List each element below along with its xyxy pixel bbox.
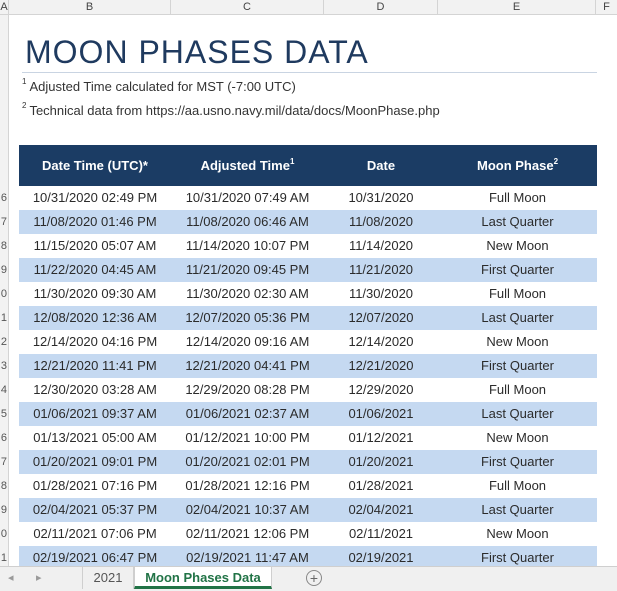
sheet-tab-label: 2021 — [93, 570, 123, 585]
cell-utc[interactable]: 11/22/2020 04:45 AM — [33, 262, 157, 277]
header-label: Date — [366, 158, 396, 173]
table-row — [19, 210, 597, 234]
cell-adjusted[interactable]: 11/14/2020 10:07 PM — [185, 238, 310, 253]
footnote-text: Technical data from https://aa.usno.navy.mil/data/docs/MoonPhase.php — [29, 103, 440, 118]
cell-utc[interactable]: 01/06/2021 09:37 AM — [33, 406, 157, 421]
cell-adjusted[interactable]: 02/11/2021 12:06 PM — [185, 526, 310, 541]
cell-adjusted[interactable]: 12/29/2020 08:28 PM — [185, 382, 310, 397]
cell-utc[interactable]: 01/13/2021 05:00 AM — [33, 430, 157, 445]
cell-phase[interactable]: Last Quarter — [481, 406, 554, 421]
header-label: Date Time (UTC)* — [42, 158, 148, 173]
cell-utc[interactable]: 01/28/2021 07:16 PM — [32, 478, 158, 493]
column-header-bar — [0, 0, 617, 15]
sheet-tab-label: Moon Phases Data — [145, 570, 261, 585]
cell-adjusted[interactable]: 01/06/2021 02:37 AM — [185, 406, 310, 421]
sheet-tab-moon-phases-data[interactable] — [134, 567, 272, 589]
header-adjusted-time[interactable] — [171, 145, 324, 186]
table-row — [19, 450, 597, 474]
cell-date[interactable]: 12/14/2020 — [348, 334, 414, 349]
column-header-b[interactable]: B — [9, 0, 171, 14]
cell-phase[interactable]: First Quarter — [481, 358, 554, 373]
cell-adjusted[interactable]: 12/07/2020 05:36 PM — [185, 310, 310, 325]
row-number[interactable]: 2 — [0, 336, 7, 348]
cell-utc[interactable]: 10/31/2020 02:49 PM — [32, 190, 158, 205]
header-moon-phase[interactable] — [438, 145, 597, 186]
cell-utc[interactable]: 11/08/2020 01:46 PM — [33, 214, 157, 229]
column-header-d[interactable]: D — [324, 0, 438, 14]
cell-adjusted[interactable]: 12/14/2020 09:16 AM — [185, 334, 310, 349]
table-row — [19, 282, 597, 306]
cell-utc[interactable]: 02/11/2021 07:06 PM — [33, 526, 157, 541]
table-row — [19, 402, 597, 426]
cell-phase[interactable]: Last Quarter — [481, 502, 554, 517]
cell-date[interactable]: 12/29/2020 — [348, 382, 414, 397]
cell-phase[interactable]: First Quarter — [481, 550, 554, 565]
table-header — [19, 145, 597, 186]
table-row — [19, 354, 597, 378]
cell-date[interactable]: 11/14/2020 — [348, 238, 414, 253]
cell-adjusted[interactable]: 01/12/2021 10:00 PM — [185, 430, 310, 445]
table-row — [19, 522, 597, 546]
row-number[interactable]: 1 — [0, 312, 7, 324]
footnote-marker: 2 — [22, 101, 27, 110]
cell-adjusted[interactable]: 11/08/2020 06:46 AM — [186, 214, 309, 229]
cell-utc[interactable]: 02/04/2021 05:37 PM — [32, 502, 158, 517]
cell-phase[interactable]: Full Moon — [488, 382, 547, 397]
cell-adjusted[interactable]: 01/20/2021 02:01 PM — [185, 454, 310, 469]
cell-adjusted[interactable]: 12/21/2020 04:41 PM — [185, 358, 310, 373]
cell-date[interactable]: 01/28/2021 — [348, 478, 414, 493]
sheet-tab-bar — [0, 566, 617, 591]
cell-date[interactable]: 01/12/2021 — [348, 430, 414, 445]
cell-adjusted[interactable]: 11/21/2020 09:45 PM — [185, 262, 310, 277]
sheet-tab-2021[interactable] — [82, 567, 134, 589]
row-number[interactable]: 5 — [0, 408, 7, 420]
cell-phase[interactable]: Last Quarter — [481, 214, 554, 229]
cell-date[interactable]: 11/08/2020 — [348, 214, 414, 229]
footnote-2 — [22, 103, 440, 118]
header-label: Moon Phase — [476, 158, 554, 173]
row-number[interactable]: 4 — [0, 384, 7, 396]
title-divider — [22, 72, 597, 73]
table-row — [19, 234, 597, 258]
column-header-a[interactable]: A — [0, 1, 8, 13]
column-header-e[interactable]: E — [438, 0, 596, 14]
cell-phase[interactable]: Full Moon — [488, 286, 547, 301]
page-title: MOON PHASES DATA — [25, 34, 369, 70]
table-row — [19, 546, 597, 566]
cell-utc[interactable]: 01/20/2021 09:01 PM — [32, 454, 158, 469]
cell-date[interactable]: 12/21/2020 — [348, 358, 414, 373]
row-number[interactable]: 1 — [0, 552, 7, 564]
row-number[interactable]: 3 — [0, 360, 7, 372]
cell-utc[interactable]: 12/21/2020 11:41 PM — [33, 358, 157, 373]
cell-adjusted[interactable]: 02/04/2021 10:37 AM — [185, 502, 310, 517]
table-row — [19, 426, 597, 450]
cell-date[interactable]: 02/04/2021 — [348, 502, 414, 517]
header-footnote-marker: 1 — [289, 157, 295, 166]
cell-utc[interactable]: 02/19/2021 06:47 PM — [32, 550, 158, 565]
cell-date[interactable]: 11/21/2020 — [348, 262, 414, 277]
cell-phase[interactable]: First Quarter — [481, 262, 554, 277]
footnote-1 — [22, 79, 296, 94]
cell-date[interactable]: 10/31/2020 — [348, 190, 414, 205]
cell-phase[interactable]: Last Quarter — [481, 310, 554, 325]
row-number-gutter — [0, 15, 9, 566]
cell-utc[interactable]: 12/14/2020 04:16 PM — [32, 334, 158, 349]
cell-utc[interactable]: 12/08/2020 12:36 AM — [33, 310, 157, 325]
cell-date[interactable]: 11/30/2020 — [348, 286, 414, 301]
cell-date[interactable]: 02/11/2021 — [348, 526, 414, 541]
cell-phase[interactable]: New Moon — [486, 430, 549, 445]
previous-sheet-icon[interactable]: ◂ — [8, 572, 14, 584]
row-number[interactable]: 8 — [0, 240, 7, 252]
row-number[interactable]: 7 — [0, 456, 7, 468]
cell-utc[interactable]: 12/30/2020 03:28 AM — [33, 382, 157, 397]
header-footnote-marker: 2 — [553, 157, 559, 166]
column-header-f[interactable]: F — [603, 1, 610, 13]
cell-date[interactable]: 12/07/2020 — [348, 310, 414, 325]
column-header-c[interactable]: C — [171, 0, 324, 14]
row-number[interactable]: 8 — [0, 480, 7, 492]
header-date-time-utc[interactable] — [19, 145, 171, 186]
cell-phase[interactable]: Full Moon — [488, 478, 547, 493]
cell-date[interactable]: 01/20/2021 — [348, 454, 414, 469]
header-date[interactable] — [324, 145, 438, 186]
row-number[interactable]: 0 — [0, 288, 7, 300]
cell-adjusted[interactable]: 10/31/2020 07:49 AM — [185, 190, 310, 205]
cell-utc[interactable]: 11/15/2020 05:07 AM — [33, 238, 157, 253]
cell-date[interactable]: 02/19/2021 — [348, 550, 414, 565]
add-sheet-icon[interactable]: + — [306, 570, 322, 586]
cell-phase[interactable]: New Moon — [486, 238, 549, 253]
cell-phase[interactable]: First Quarter — [481, 454, 554, 469]
header-label: Adjusted Time — [200, 158, 290, 173]
table-row — [19, 258, 597, 282]
table-row — [19, 474, 597, 498]
row-number[interactable]: 6 — [0, 432, 7, 444]
table-row — [19, 330, 597, 354]
cell-utc[interactable]: 11/30/2020 09:30 AM — [33, 286, 157, 301]
cell-adjusted[interactable]: 01/28/2021 12:16 PM — [185, 478, 310, 493]
row-number[interactable]: 7 — [0, 216, 7, 228]
cell-adjusted[interactable]: 02/19/2021 11:47 AM — [186, 550, 309, 565]
next-sheet-icon[interactable]: ▸ — [36, 572, 42, 584]
footnote-marker: 1 — [22, 77, 27, 86]
table-row — [19, 378, 597, 402]
cell-phase[interactable]: New Moon — [486, 334, 549, 349]
table-row — [19, 498, 597, 522]
table-row — [19, 186, 597, 210]
cell-date[interactable]: 01/06/2021 — [348, 406, 414, 421]
row-number[interactable]: 0 — [0, 528, 7, 540]
row-number[interactable]: 9 — [0, 504, 7, 516]
table-row — [19, 306, 597, 330]
row-number[interactable]: 9 — [0, 264, 7, 276]
cell-phase[interactable]: New Moon — [486, 526, 549, 541]
row-number[interactable]: 6 — [0, 192, 7, 204]
footnote-text: Adjusted Time calculated for MST (-7:00 UTC) — [29, 79, 296, 94]
cell-adjusted[interactable]: 11/30/2020 02:30 AM — [186, 286, 309, 301]
cell-phase[interactable]: Full Moon — [488, 190, 547, 205]
